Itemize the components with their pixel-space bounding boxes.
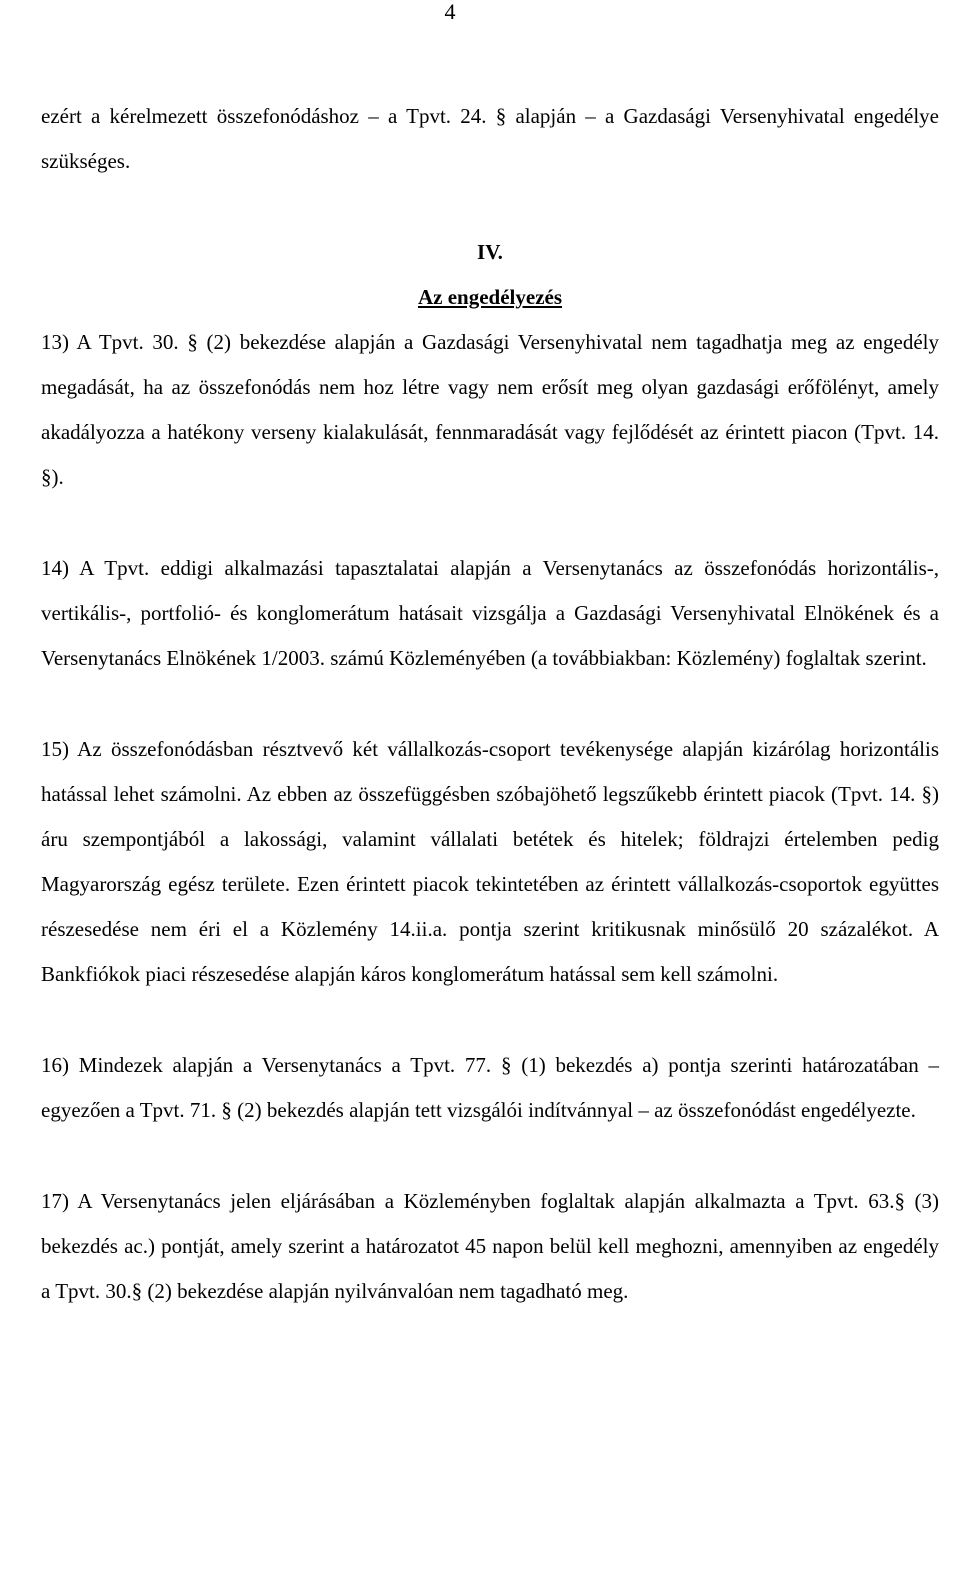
- page-number: 4: [444, 0, 456, 24]
- paragraph-16: [41, 1043, 939, 1133]
- paragraph-13: [41, 320, 939, 500]
- paragraph-number: 16): [41, 1053, 69, 1077]
- spacer: [41, 184, 939, 230]
- paragraph-text: A Tpvt. eddigi alkalmazási tapasztalatai alapján a Versenytanács az összefonódás horizontális-, vertikális-, portfolió- és konglomerátum hatásait vizsgálja a Gazdasági Versenyhivatal Elnökének és a Versenytanács Elnökének 1/2003. számú Közleményében (a továbbiakban: Közlemény) foglaltak szerint.: [41, 556, 940, 670]
- paragraph-text: Az összefonódásban résztvevő két vállalkozás-csoport tevékenysége alapján kizárólag horizontális hatással lehet számolni. Az ebben az összefüggésben szóbajöhető legszűkebb érintett piacok (Tpvt. 14. §) áru szempontjából a lakossági, valamint vállalati betétek és hitelek; földrajzi értelemben pedig Magyarország egész területe. Ezen érintett piacok tekintetében az érintett vállalkozás-csoportok együttes részesedése nem éri el a Közlemény 14.ii.a. pontja szerint kritikusnak minősülő 20 százalékot. A Bankfiókok piaci részesedése alapján káros konglomerátum hatással sem kell számolni.: [41, 737, 939, 986]
- paragraph-text: Mindezek alapján a Versenytanács a Tpvt. 77. § (1) bekezdés a) pontja szerinti határozatában – egyezően a Tpvt. 71. § (2) bekezdés alapján tett vizsgálói indítvánnyal – az összefonódást engedélyezte.: [41, 1053, 940, 1122]
- paragraph-14: [41, 546, 939, 681]
- intro-paragraph: ezért a kérelmezett összefonódáshoz – a Tpvt. 24. § alapján – a Gazdasági Versenyhivatal engedélye szükséges.: [41, 104, 939, 173]
- document-body: [41, 94, 939, 1314]
- spacer: [41, 1133, 939, 1179]
- spacer: [41, 997, 939, 1043]
- paragraph-text: A Versenytanács jelen eljárásában a Közleményben foglaltak alapján alkalmazta a Tpvt. 63.§ (3) bekezdés ac.) pontját, amely szerint a határozatot 45 napon belül kell meghozni, amennyiben az engedély a Tpvt. 30.§ (2) bekezdése alapján nyilvánvalóan nem tagadható meg.: [41, 1189, 940, 1303]
- section-title: Az engedélyezés: [417, 285, 563, 309]
- paragraph-17: [41, 1179, 939, 1314]
- spacer: [41, 500, 939, 546]
- paragraph-number: 15): [41, 737, 69, 761]
- paragraph-text: A Tpvt. 30. § (2) bekezdése alapján a Gazdasági Versenyhivatal nem tagadhatja meg az engedély megadását, ha az összefonódás nem hoz létre vagy nem erősít meg olyan gazdasági erőfölényt, amely akadályozza a hatékony verseny kialakulását, fennmaradását vagy fejlődését az érintett piacon (Tpvt. 14. §).: [41, 330, 940, 489]
- spacer: [41, 681, 939, 727]
- paragraph-number: 13): [41, 330, 69, 354]
- paragraph-15: [41, 727, 939, 997]
- paragraph-number: 17): [41, 1189, 69, 1213]
- section-numeral: IV.: [477, 240, 503, 264]
- paragraph-number: 14): [41, 556, 69, 580]
